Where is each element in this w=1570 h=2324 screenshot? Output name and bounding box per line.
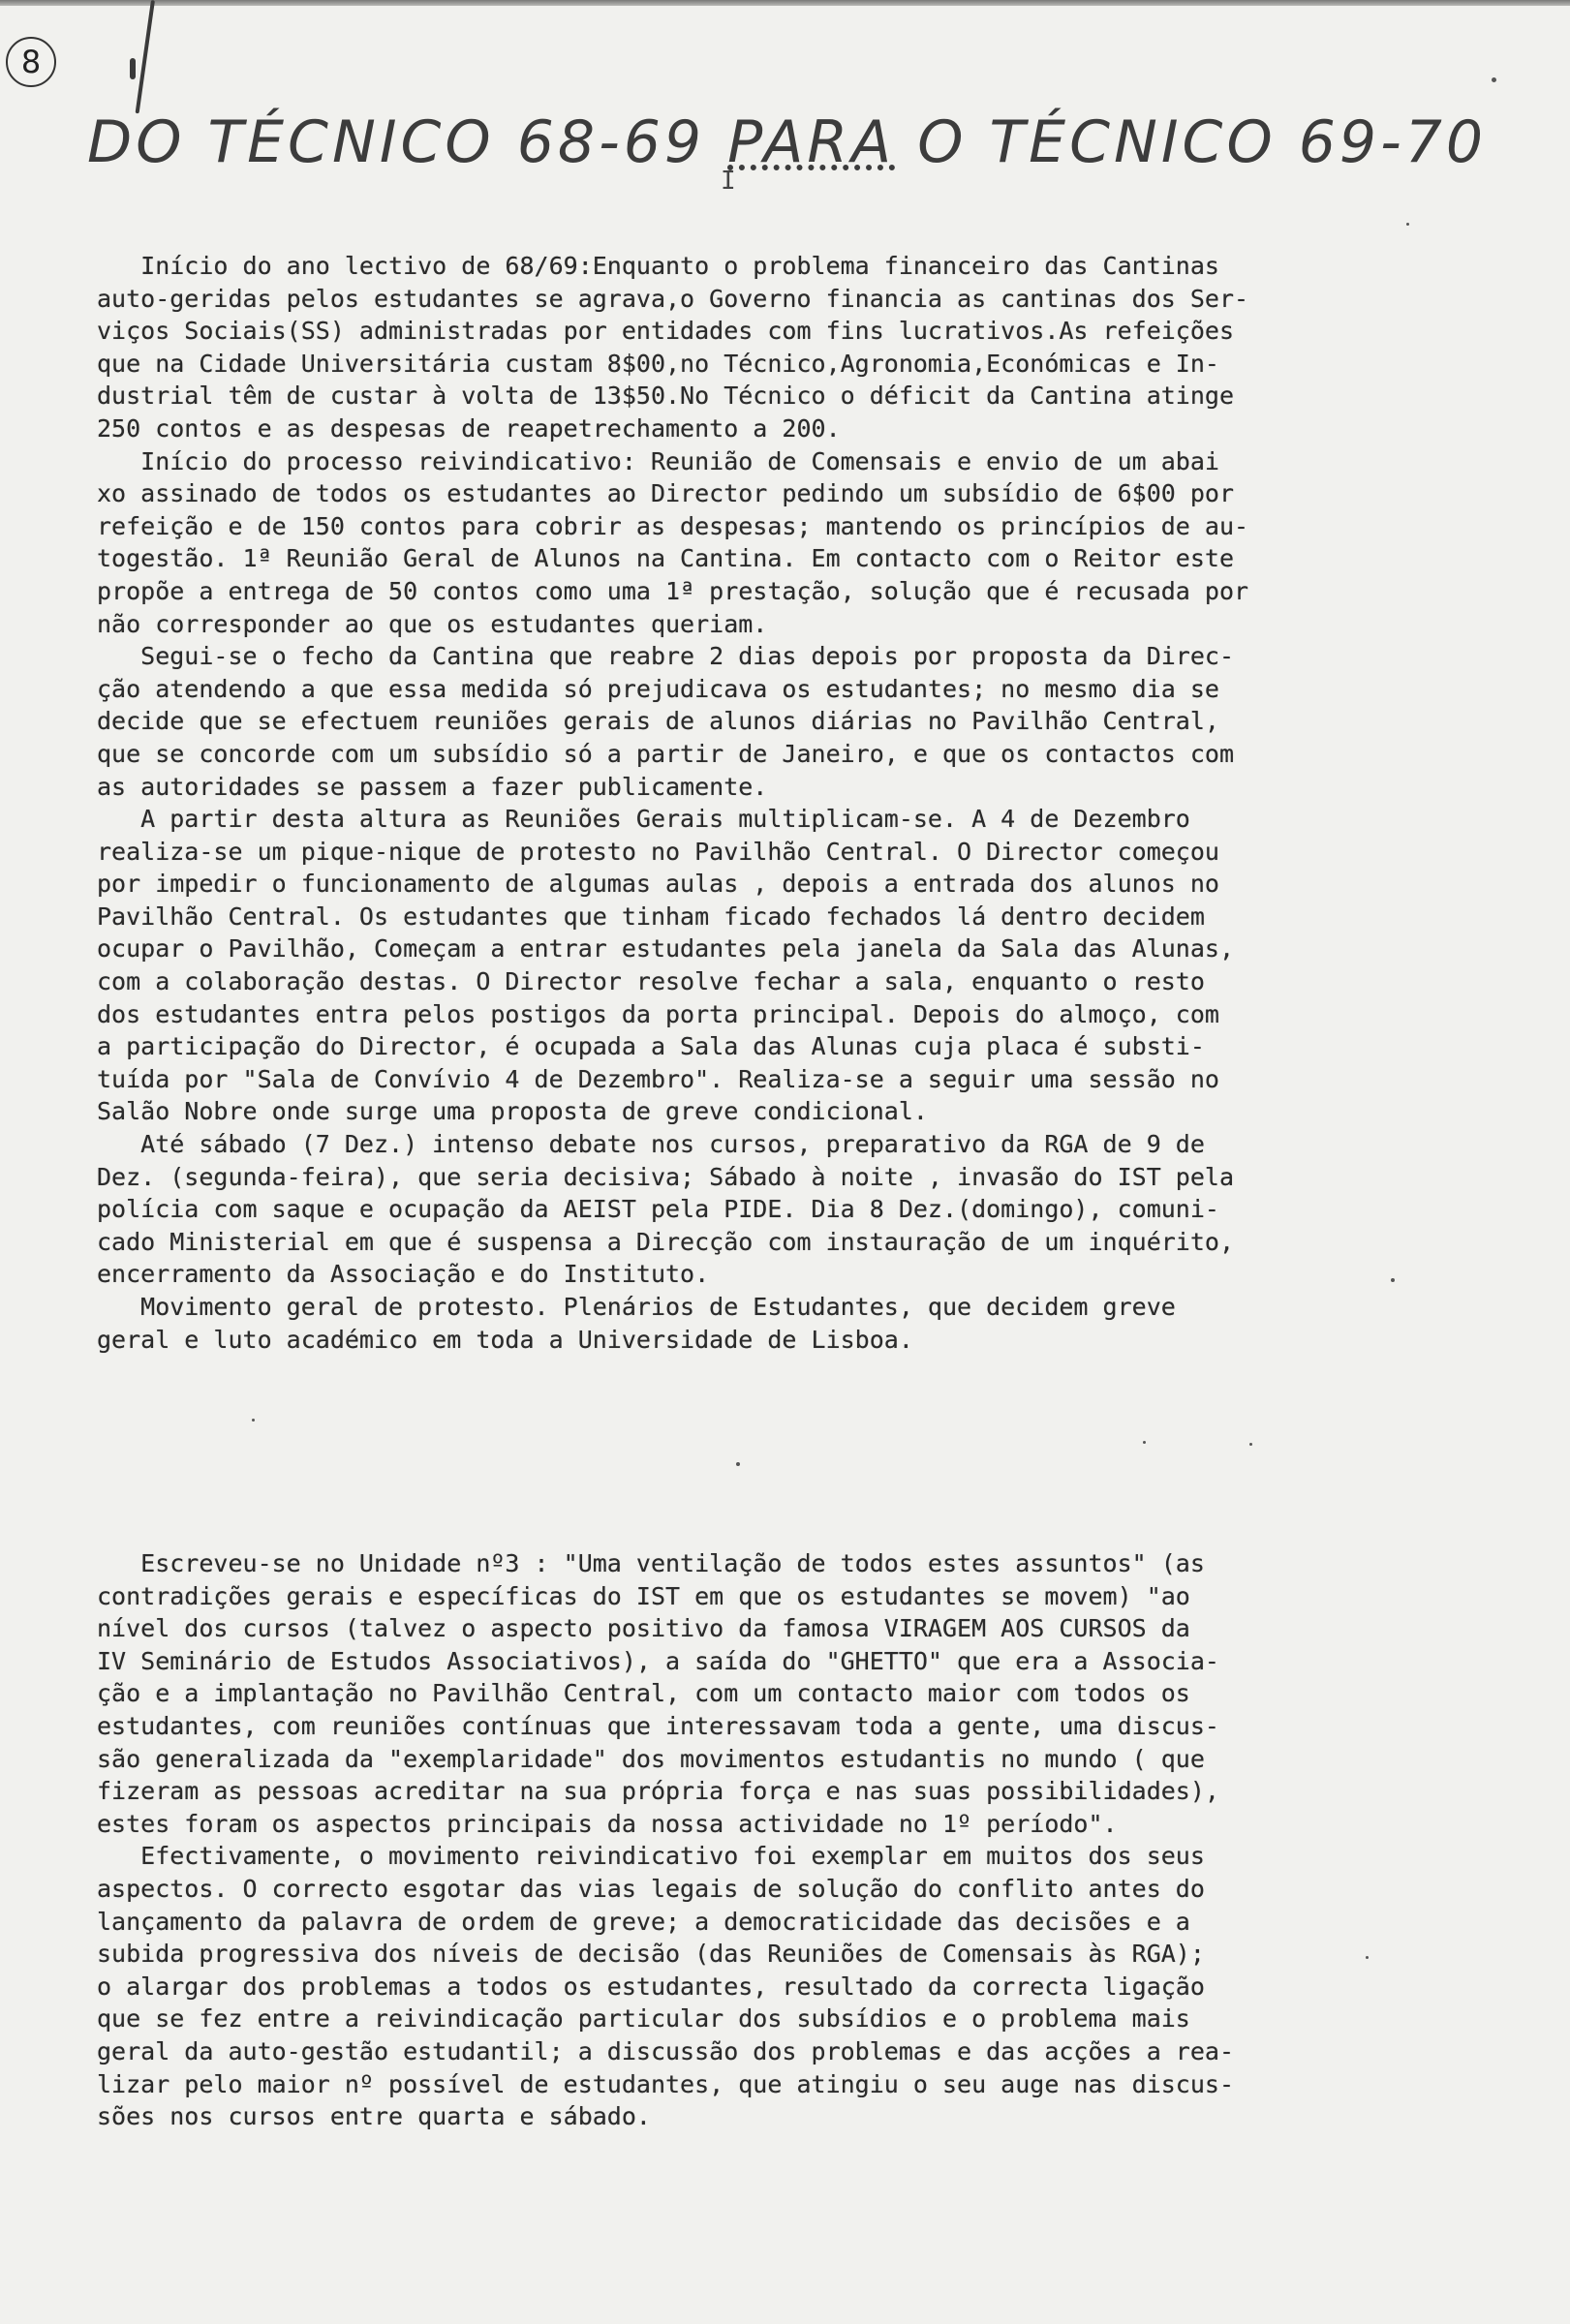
page-title: [87, 108, 1488, 176]
scan-top-edge: [0, 0, 1570, 6]
scan-speck: [252, 1419, 255, 1422]
title-part-1: DO TÉCNICO 68-69: [87, 108, 728, 176]
scan-speck: [1391, 1278, 1395, 1282]
scan-speck: [1143, 1441, 1146, 1444]
page-number: 8: [6, 37, 56, 87]
title-part-2: PARA: [727, 108, 896, 176]
scan-speck: [1366, 1956, 1369, 1959]
section-number: I: [721, 167, 736, 196]
scan-speck: [1249, 1443, 1252, 1446]
body-text-block-1: Início do ano lectivo de 68/69:Enquanto o problema financeiro das Cantinas auto-geridas pelos estudantes se agrava,o Governo financia as cantinas dos Ser- viços Sociais(SS) administradas por entidades com fins lucrativos.As refeições que na Cidade Universitária custam 8$00,no Técnico,Agronomia,Económicas e In- dustrial têm de custar à volta de 13$50.No Técnico o déficit da Cantina atinge 250 contos e as despesas de reapetrechamento a 200. Início do processo reivindicativo: Reunião de Comensais e envio de um abai xo assinado de todos os estudantes ao Director pedindo um subsídio de 6$00 por refeição e de 150 contos para cobrir as despesas; mantendo os princípios de au- togestão. 1ª Reunião Geral de Alunos na Cantina. Em contacto com o Reitor este propõe a entrega de 50 contos como uma 1ª prestação, solução que é recusada por não corresponder ao que os estudantes queriam. Segui-se o fecho da Cantina que reabre 2 dias depois por proposta da Direc- ção atendendo a que essa medida só prejudicava os estudantes; no mesmo dia se decide que se efectuem reuniões gerais de alunos diárias no Pavilhão Central, que se concorde com um subsídio só a partir de Janeiro, e que os contactos com as autoridades se passem a fazer publicamente. A partir desta altura as Reuniões Gerais multiplicam-se. A 4 de Dezembro realiza-se um pique-nique de protesto no Pavilhão Central. O Director começou por impedir o funcionamento de algumas aulas , depois a entrada dos alunos no Pavilhão Central. Os estudantes que tinham ficado fechados lá dentro decidem ocupar o Pavilhão, Começam a entrar estudantes pela janela da Sala das Alunas, com a colaboração destas. O Director resolve fechar a sala, enquanto o resto dos estudantes entra pelos postigos da porta principal. Depois do almoço, com a participação do Director, é ocupada a Sala das Alunas cuja placa é substi- tuída por "Sala de Convívio 4 de Dezembro". Realiza-se a seguir uma sessão no Salão Nobre onde surge uma proposta de greve condicional. Até sábado (7 Dez.) intenso debate nos cursos, preparativo da RGA de 9 de Dez. (segunda-feira), que seria decisiva; Sábado à noite , invasão do IST pela polícia com saque e ocupação da AEIST pela PIDE. Dia 8 Dez.(domingo), comuni- cado Ministerial em que é suspensa a Direcção com instauração de um inquérito, encerramento da Associação e do Instituto. Movimento geral de protesto. Plenários de Estudantes, que decidem greve geral e luto académico em toda a Universidade de Lisboa.: [97, 252, 1249, 1354]
body-text-block-2: Escreveu-se no Unidade nº3 : "Uma ventilação de todos estes assuntos" (as contradições gerais e específicas do IST em que os estudantes se movem) "ao nível dos cursos (talvez o aspecto positivo da famosa VIRAGEM AOS CURSOS da IV Seminário de Estudos Associativos), a saída do "GHETTO" que era a Associa- ção e a implantação no Pavilhão Central, com um contacto maior com todos os estudantes, com reuniões contínuas que interessavam toda a gente, uma discus- são generalizada da "exemplaridade" dos movimentos estudantis no mundo ( que fizeram as pessoas acreditar na sua própria força e nas suas possibilidades), estes foram os aspectos principais da nossa actividade no 1º período". Efectivamente, o movimento reivindicativo foi exemplar em muitos dos seus aspectos. O correcto esgotar das vias legais de solução do conflito antes do lançamento da palavra de ordem de greve; a democraticidade das decisões e a subida progressiva dos níveis de decisão (das Reuniões de Comensais às RGA); o alargar dos problemas a todos os estudantes, resultado da correcta ligação que se fez entre a reivindicação particular dos subsídios e o problema mais geral da auto-gestão estudantil; a discussão dos problemas e das acções a rea- lizar pelo maior nº possível de estudantes, que atingiu o seu auge nas discus- sões nos cursos entre quarta e sábado.: [97, 1549, 1234, 2131]
margin-ink-mark: [130, 58, 136, 79]
margin-ink-line: [136, 0, 155, 113]
title-part-3: O TÉCNICO 69-70: [895, 108, 1488, 176]
scan-speck: [1406, 223, 1409, 226]
scan-speck: [1492, 77, 1496, 82]
scan-speck: [736, 1462, 740, 1466]
